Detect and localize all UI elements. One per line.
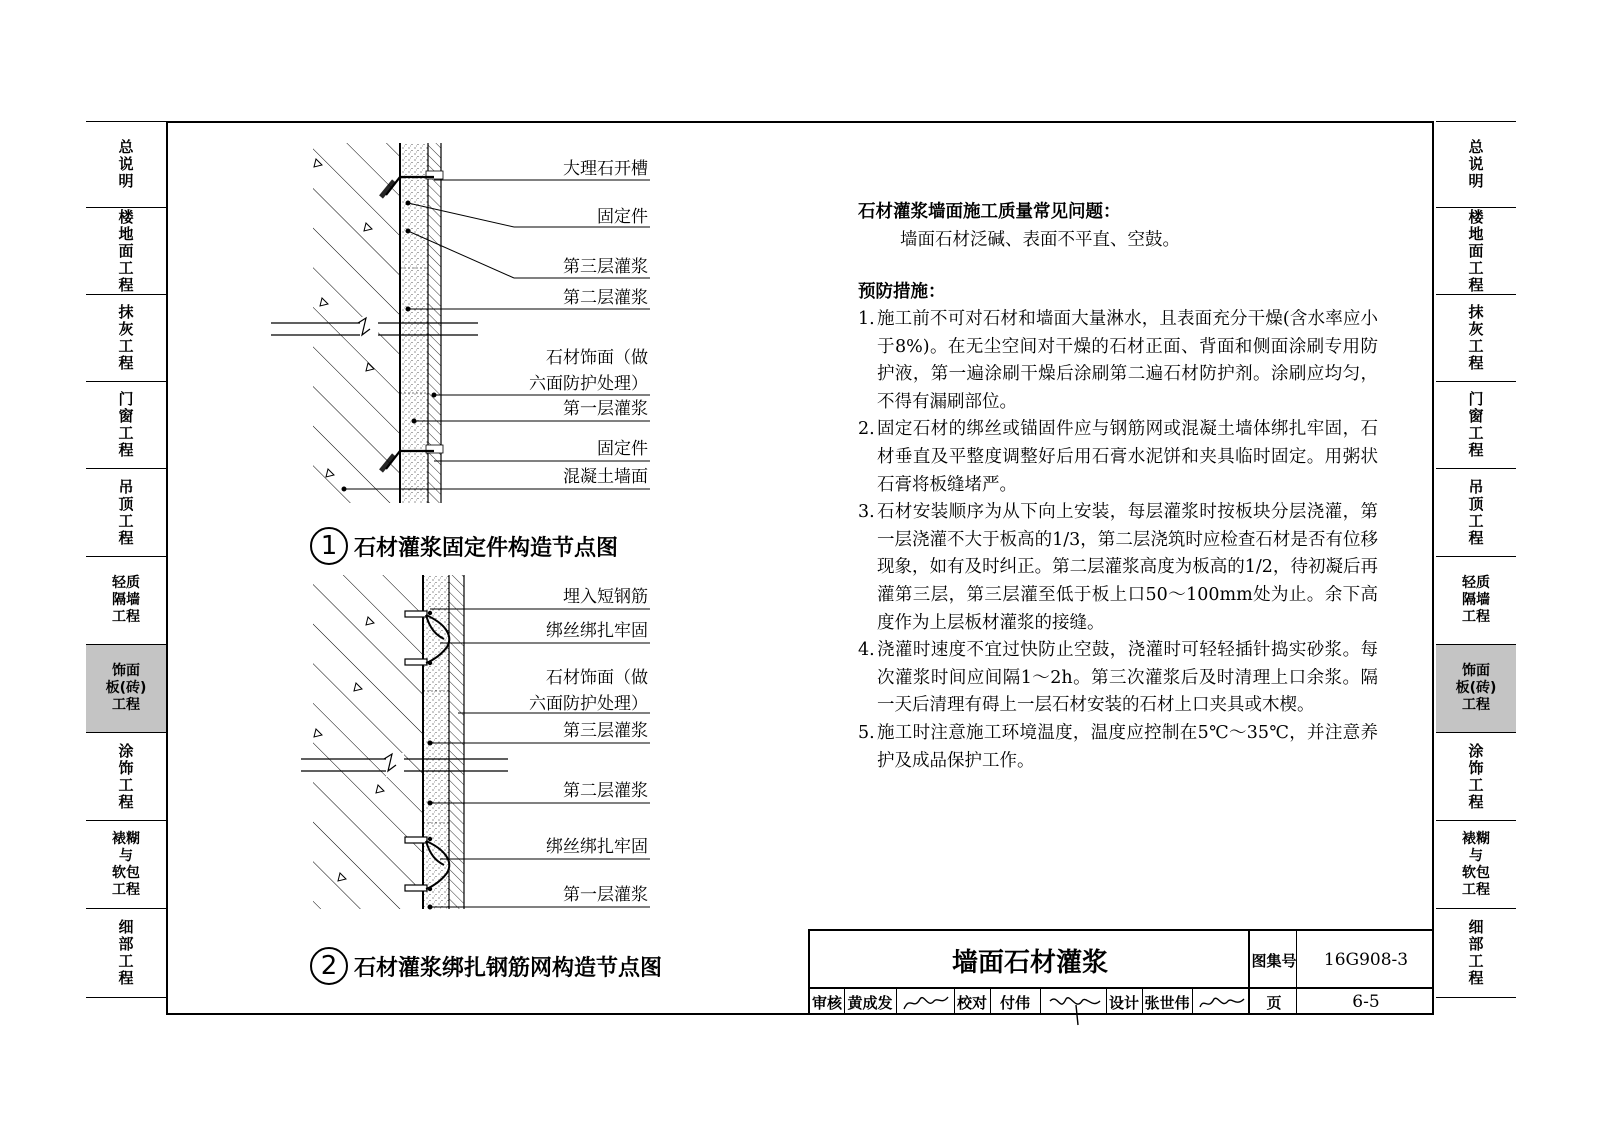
- measure-item: [858, 306, 1378, 416]
- right-tab-4[interactable]: [1436, 469, 1516, 557]
- left-tab-3[interactable]: [86, 382, 166, 469]
- f1-callout-anchor-2: 固定件: [597, 439, 648, 459]
- review-label: 审核: [811, 993, 842, 1012]
- tab-label: 轻质 隔墙 工程: [1462, 575, 1490, 625]
- f2-callout-grout-3: 第三层灌浆: [563, 721, 648, 741]
- right-tab-8[interactable]: [1436, 821, 1516, 909]
- measure-text: 施工时注意施工环境温度，温度应控制在5℃～35℃，并注意养护及成品保护工作。: [877, 722, 1378, 771]
- f1-callout-concrete-wall: 混凝土墙面: [563, 467, 648, 487]
- right-tab-3[interactable]: [1436, 382, 1516, 469]
- right-section-tabs: [1436, 121, 1516, 1015]
- measure-item: [858, 720, 1378, 775]
- left-tab-1[interactable]: [86, 208, 166, 295]
- tab-label: 总说明: [118, 138, 134, 190]
- left-tab-9[interactable]: [86, 909, 166, 998]
- atlas-label: 图集号: [1251, 951, 1297, 970]
- f1-callout-grout-3: 第三层灌浆: [563, 257, 648, 277]
- tab-label: 门窗工程: [1468, 390, 1484, 459]
- f1-callout-grout-2: 第二层灌浆: [563, 288, 648, 308]
- left-tab-6[interactable]: [86, 645, 166, 733]
- left-tab-2[interactable]: [86, 295, 166, 382]
- design-label: 设计: [1108, 993, 1139, 1012]
- measure-text: 浇灌时速度不宜过快防止空鼓，浇灌时可轻轻插针捣实砂浆。每次灌浆时间应间隔1～2h。第三次灌浆后及时清理上口余浆。隔一天后清理有碍上一层石材安装的石材上口夹具或木楔。: [877, 640, 1378, 716]
- designer-name: 张世伟: [1144, 993, 1190, 1012]
- f2-callout-stone-face: [529, 665, 648, 717]
- page-number: 6-5: [1352, 992, 1380, 1012]
- measure-number: 2.: [858, 419, 875, 440]
- figure1-title: [310, 527, 618, 565]
- tab-label: 裱糊 与 软包 工程: [112, 830, 140, 898]
- measure-number: 4.: [858, 640, 875, 661]
- tab-label: 吊顶工程: [118, 477, 134, 547]
- figure1-section: [271, 143, 650, 503]
- tab-label: 轻质 隔墙 工程: [112, 575, 140, 625]
- f1-callout-slot: 大理石开槽: [563, 159, 648, 179]
- left-tab-5[interactable]: [86, 557, 166, 645]
- right-tab-1[interactable]: [1436, 208, 1516, 295]
- measure-number: 1.: [858, 309, 875, 329]
- checker-signature: [1046, 991, 1104, 1027]
- tab-label: 楼地面工程: [118, 207, 134, 294]
- reviewer-name: 黄成发: [847, 993, 893, 1012]
- measure-item: [858, 499, 1378, 637]
- atlas-number: 16G908-3: [1323, 950, 1409, 970]
- f2-callout-tie-wire-2: 绑丝绑扎牢固: [546, 837, 648, 857]
- f1-callout-stone-face-line2: 六面防护处理）: [529, 374, 648, 394]
- tab-label: 裱糊 与 软包 工程: [1462, 830, 1490, 898]
- measure-text: 石材安装顺序为从下向上安装，每层灌浆时按板块分层浇灌，第一层浇灌不大于板高的1/3，第二层浇筑时应检查石材是否有位移现象，如有及时纠正。第二层灌浆高度为板高的1/2，待初凝后再灌第三层，第三层灌至低于板上口50～100mm处为止。余下高度作为上层板材灌浆的接缝。: [877, 502, 1378, 633]
- measures-list: [858, 306, 1378, 775]
- measures-heading: 预防措施：: [858, 282, 946, 302]
- drawing-frame: [166, 121, 1434, 1015]
- tab-label: 总说明: [1468, 138, 1484, 190]
- left-section-tabs: [86, 121, 166, 1015]
- tab-label: 吊顶工程: [1468, 477, 1484, 547]
- problems-heading: 石材灌浆墙面施工质量常见问题：: [858, 202, 1121, 222]
- f2-callout-stone-face-line1: 石材饰面（做: [546, 668, 648, 688]
- left-tab-4[interactable]: [86, 469, 166, 557]
- tab-label: 楼地面工程: [1468, 207, 1484, 294]
- figure2-title-text: 石材灌浆绑扎钢筋网构造节点图: [354, 955, 663, 981]
- f2-callout-stone-face-line2: 六面防护处理）: [529, 694, 648, 714]
- measure-number: 5.: [858, 722, 875, 743]
- checker-name: 付伟: [999, 993, 1030, 1012]
- measure-text: 固定石材的绑丝或锚固件应与钢筋网或混凝土墙体绑扎牢固，石材垂直及平整度调整好后用石膏水泥饼和夹具临时固定。用粥状石膏将板缝堵严。: [877, 419, 1378, 495]
- page-label: 页: [1266, 993, 1282, 1012]
- measure-text: 施工前不可对石材和墙面大量淋水，且表面充分干燥(含水率应小于8%)。在无尘空间对干燥的石材正面、背面和侧面涂刷专用防护液，第一遍涂刷干燥后涂刷第二遍石材防护剂。涂刷应均匀，不得有漏刷部位。: [877, 309, 1378, 412]
- tab-label: 细部工程: [118, 918, 134, 987]
- drawing-title: 墙面石材灌浆: [951, 947, 1108, 978]
- right-tab-2[interactable]: [1436, 295, 1516, 382]
- right-tab-5[interactable]: [1436, 557, 1516, 645]
- f2-callout-grout-2: 第二层灌浆: [563, 781, 648, 801]
- designer-signature: [1196, 991, 1248, 1015]
- check-label: 校对: [956, 993, 987, 1012]
- f2-callout-tie-wire: 绑丝绑扎牢固: [546, 621, 648, 641]
- f1-callout-anchor: 固定件: [597, 207, 648, 227]
- right-tab-6[interactable]: [1436, 645, 1516, 733]
- right-tab-0[interactable]: [1436, 121, 1516, 208]
- construction-notes: [858, 198, 1378, 775]
- left-tab-0[interactable]: [86, 121, 166, 208]
- right-tab-9[interactable]: [1436, 909, 1516, 998]
- tab-label: 涂饰工程: [1468, 741, 1484, 811]
- reviewer-signature: [900, 991, 952, 1015]
- tab-label: 涂饰工程: [118, 741, 134, 811]
- tab-label: 抹灰工程: [118, 303, 134, 372]
- measure-number: 3.: [858, 502, 875, 523]
- title-block: [808, 929, 1432, 1013]
- f1-callout-stone-face-line1: 石材饰面（做: [546, 348, 648, 368]
- f1-callout-stone-face: [529, 345, 648, 397]
- tab-label: 抹灰工程: [1468, 303, 1484, 372]
- right-tab-7[interactable]: [1436, 733, 1516, 821]
- problems-text: 墙面石材泛碱、表面不平直、空鼓。: [900, 230, 1180, 250]
- figure2-title: [310, 947, 662, 985]
- tab-label: 饰面 板(砖) 工程: [1455, 663, 1497, 713]
- f2-callout-grout-1: 第一层灌浆: [563, 885, 648, 905]
- figure1-title-text: 石材灌浆固定件构造节点图: [354, 535, 619, 561]
- tab-label: 门窗工程: [118, 390, 134, 459]
- f1-callout-grout-1: 第一层灌浆: [563, 399, 648, 419]
- f2-callout-short-rebar: 埋入短钢筋: [563, 587, 648, 607]
- measure-item: [858, 416, 1378, 499]
- figure2-number: 2: [310, 947, 348, 985]
- tab-label: 细部工程: [1468, 918, 1484, 987]
- left-tab-7[interactable]: [86, 733, 166, 821]
- figure1-number: 1: [310, 527, 348, 565]
- tab-label: 饰面 板(砖) 工程: [105, 663, 147, 713]
- measure-item: [858, 637, 1378, 720]
- left-tab-8[interactable]: [86, 821, 166, 909]
